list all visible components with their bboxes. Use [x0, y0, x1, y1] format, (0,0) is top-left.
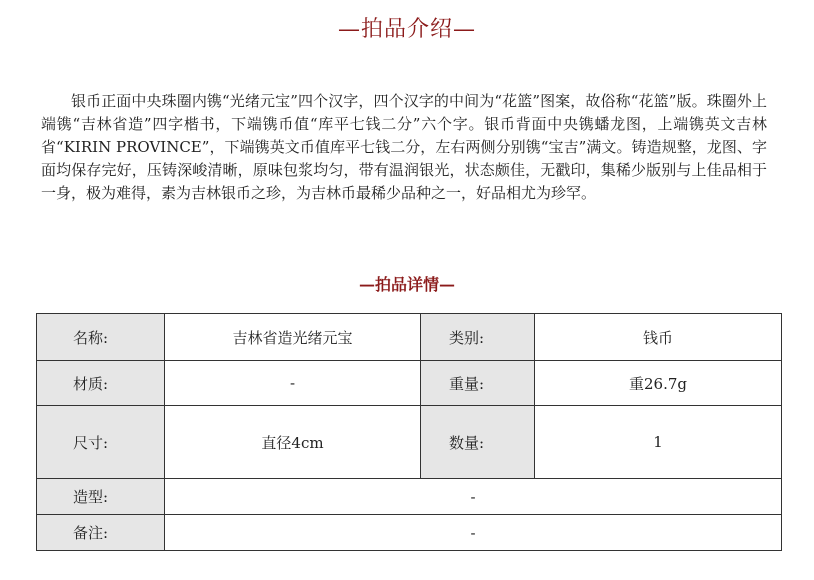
material-value: - [165, 361, 421, 406]
size-label: 尺寸: [37, 406, 165, 479]
category-label: 类别: [421, 314, 535, 361]
page-title: —拍品介绍— [337, 17, 476, 42]
table-row-shape [37, 479, 782, 515]
quantity-value: 1 [535, 406, 782, 479]
name-label: 名称: [37, 314, 165, 361]
shape-value: - [165, 479, 782, 515]
table-row-name [37, 314, 782, 361]
remarks-value: - [165, 515, 782, 551]
weight-label: 重量: [421, 361, 535, 406]
material-label: 材质: [37, 361, 165, 406]
shape-label: 造型: [37, 479, 165, 515]
weight-value: 重26.7g [535, 361, 782, 406]
intro-paragraph: 银币正面中央珠圈内镌“光绪元宝”四个汉字，四个汉字的中间为“花篮”图案，故俗称“花篮”版。珠圈外上端镌“吉林省造”四字楷书，下端镌币值“库平七钱二分”六个字。银币背面中央镌蟠龙图，上端镌英文吉林省“KIRIN PROVINCE”，下端镌英文币值库平七钱二分，左右两侧分别镌“宝吉”满文。铸造规整，龙图、字面均保存完好，压铸深峻清晰，原味包浆均匀，带有温润银光，状态颇佳，无戳印，集稀少版别与上佳品相于一身，极为难得，素为吉林银币之珍，为吉林币最稀少品种之一，好品相尤为珍罕。 [41, 92, 767, 202]
remarks-label: 备注: [37, 515, 165, 551]
table-row-material [37, 361, 782, 406]
table-row-remarks [37, 515, 782, 551]
table-row-size [37, 406, 782, 479]
details-title: —拍品详情— [358, 275, 455, 294]
name-value: 吉林省造光绪元宝 [165, 314, 421, 361]
details-table [36, 313, 782, 551]
quantity-label: 数量: [421, 406, 535, 479]
size-value: 直径4cm [165, 406, 421, 479]
category-value: 钱币 [535, 314, 782, 361]
